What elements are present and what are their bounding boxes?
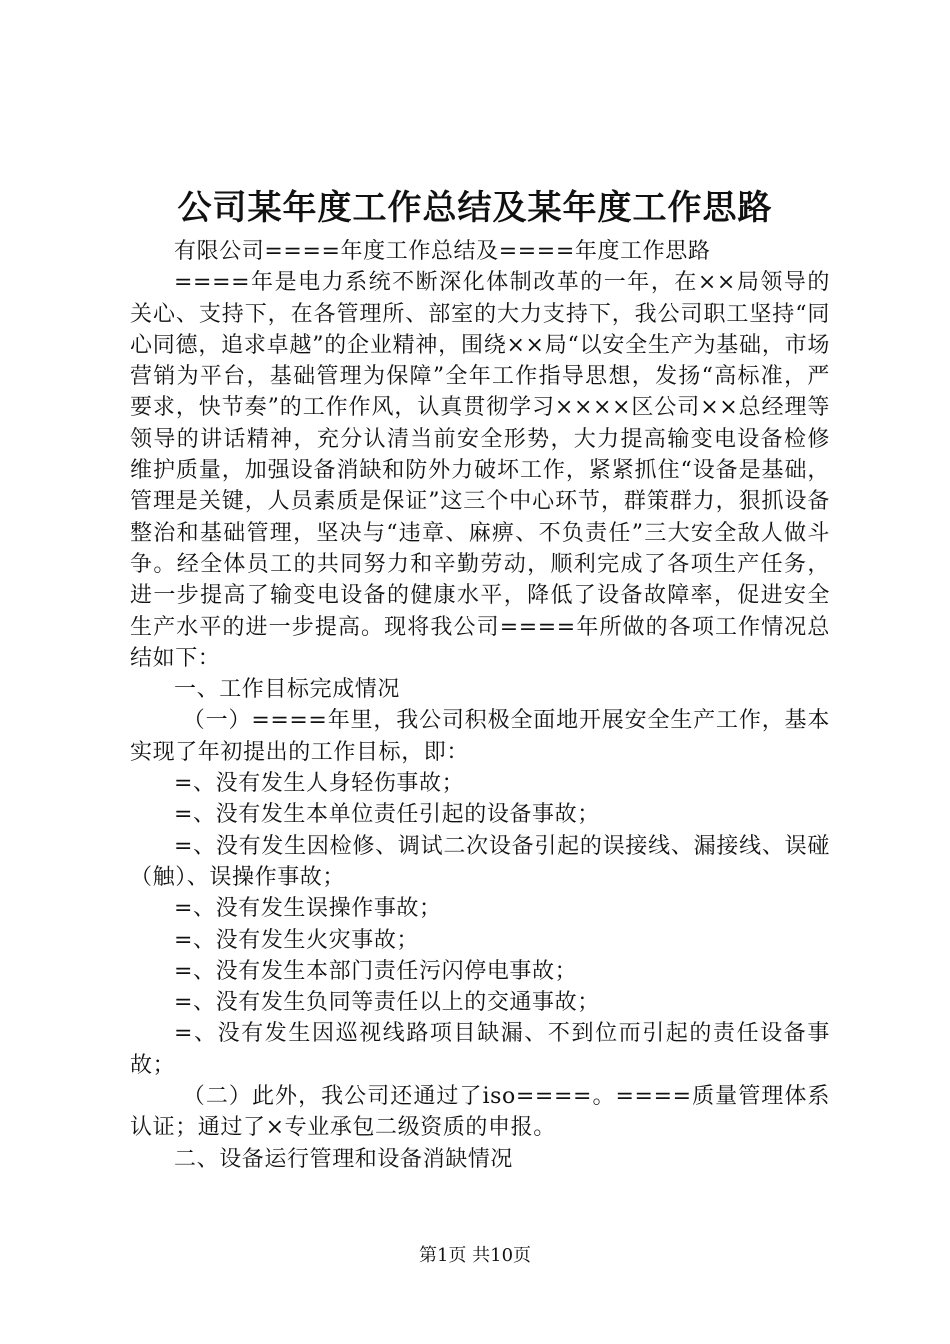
list-item-goal: =、没有发生本部门责任污闪停电事故； xyxy=(174,958,578,984)
paragraph-subtitle: 有限公司====年度工作总结及====年度工作思路 xyxy=(174,239,711,264)
section-heading-2: 二、设备运行管理和设备消缺情况 xyxy=(174,1146,514,1172)
list-item-goal: =、没有发生火灾事故； xyxy=(174,927,420,953)
paragraph-intro: ====年是电力系统不断深化体制改革的一年，在××局领导的关心、支持下，在各管理所、部室的大力支持下，我公司职工坚持“同心同德，追求卓越”的企业精神，围绕××局“以安全生产为基础，市场营销为平台，基础管理为保障”全年工作指导思想，发扬“高标准，严要求，快节奏”的工作作风，认真贯彻学习××××区公司××总经理等领导的讲话精神，充分认清当前安全形势，大力提高输变电设备检修维护质量，加强设备消缺和防外力破坏工作，紧紧抓住“设备是基础，管理是关键，人员素质是保证”这三个中心环节，群策群力，狠抓设备整治和基础管理，坚决与“违章、麻痹、不负责任”三大安全敌人做斗争。经全体员工的共同努力和辛勤劳动，顺利完成了各项生产任务，进一步提高了输变电设备的健康水平，降低了设备故障率，促进安全生产水平的进一步提高。现将我公司====年所做的各项工作情况总结如下： xyxy=(130,270,830,671)
paragraph-certification: （二）此外，我公司还通过了iso====。====质量管理体系认证；通过了×专业承包二级资质的申报。 xyxy=(130,1084,830,1141)
list-item-goal: =、没有发生因检修、调试二次设备引起的误接线、漏接线、误碰（触）、误操作事故； xyxy=(130,833,830,890)
list-item-goal: =、没有发生因巡视线路项目缺漏、不到位而引起的责任设备事故； xyxy=(130,1021,830,1078)
paragraph-goals-intro: （一）====年里，我公司积极全面地开展安全生产工作，基本实现了年初提出的工作目标，即： xyxy=(130,708,830,765)
list-item-goal: =、没有发生人身轻伤事故； xyxy=(174,771,465,797)
page-number: 第1页 共10页 xyxy=(418,1245,532,1266)
document-body xyxy=(130,236,830,1175)
list-item-goal: =、没有发生本单位责任引起的设备事故； xyxy=(174,802,600,828)
list-item-goal: =、没有发生误操作事故； xyxy=(174,896,442,922)
document-title: 公司某年度工作总结及某年度工作思路 xyxy=(177,188,773,228)
section-heading-1: 一、工作目标完成情况 xyxy=(174,677,401,703)
list-item-goal: =、没有发生负同等责任以上的交通事故； xyxy=(174,990,600,1016)
